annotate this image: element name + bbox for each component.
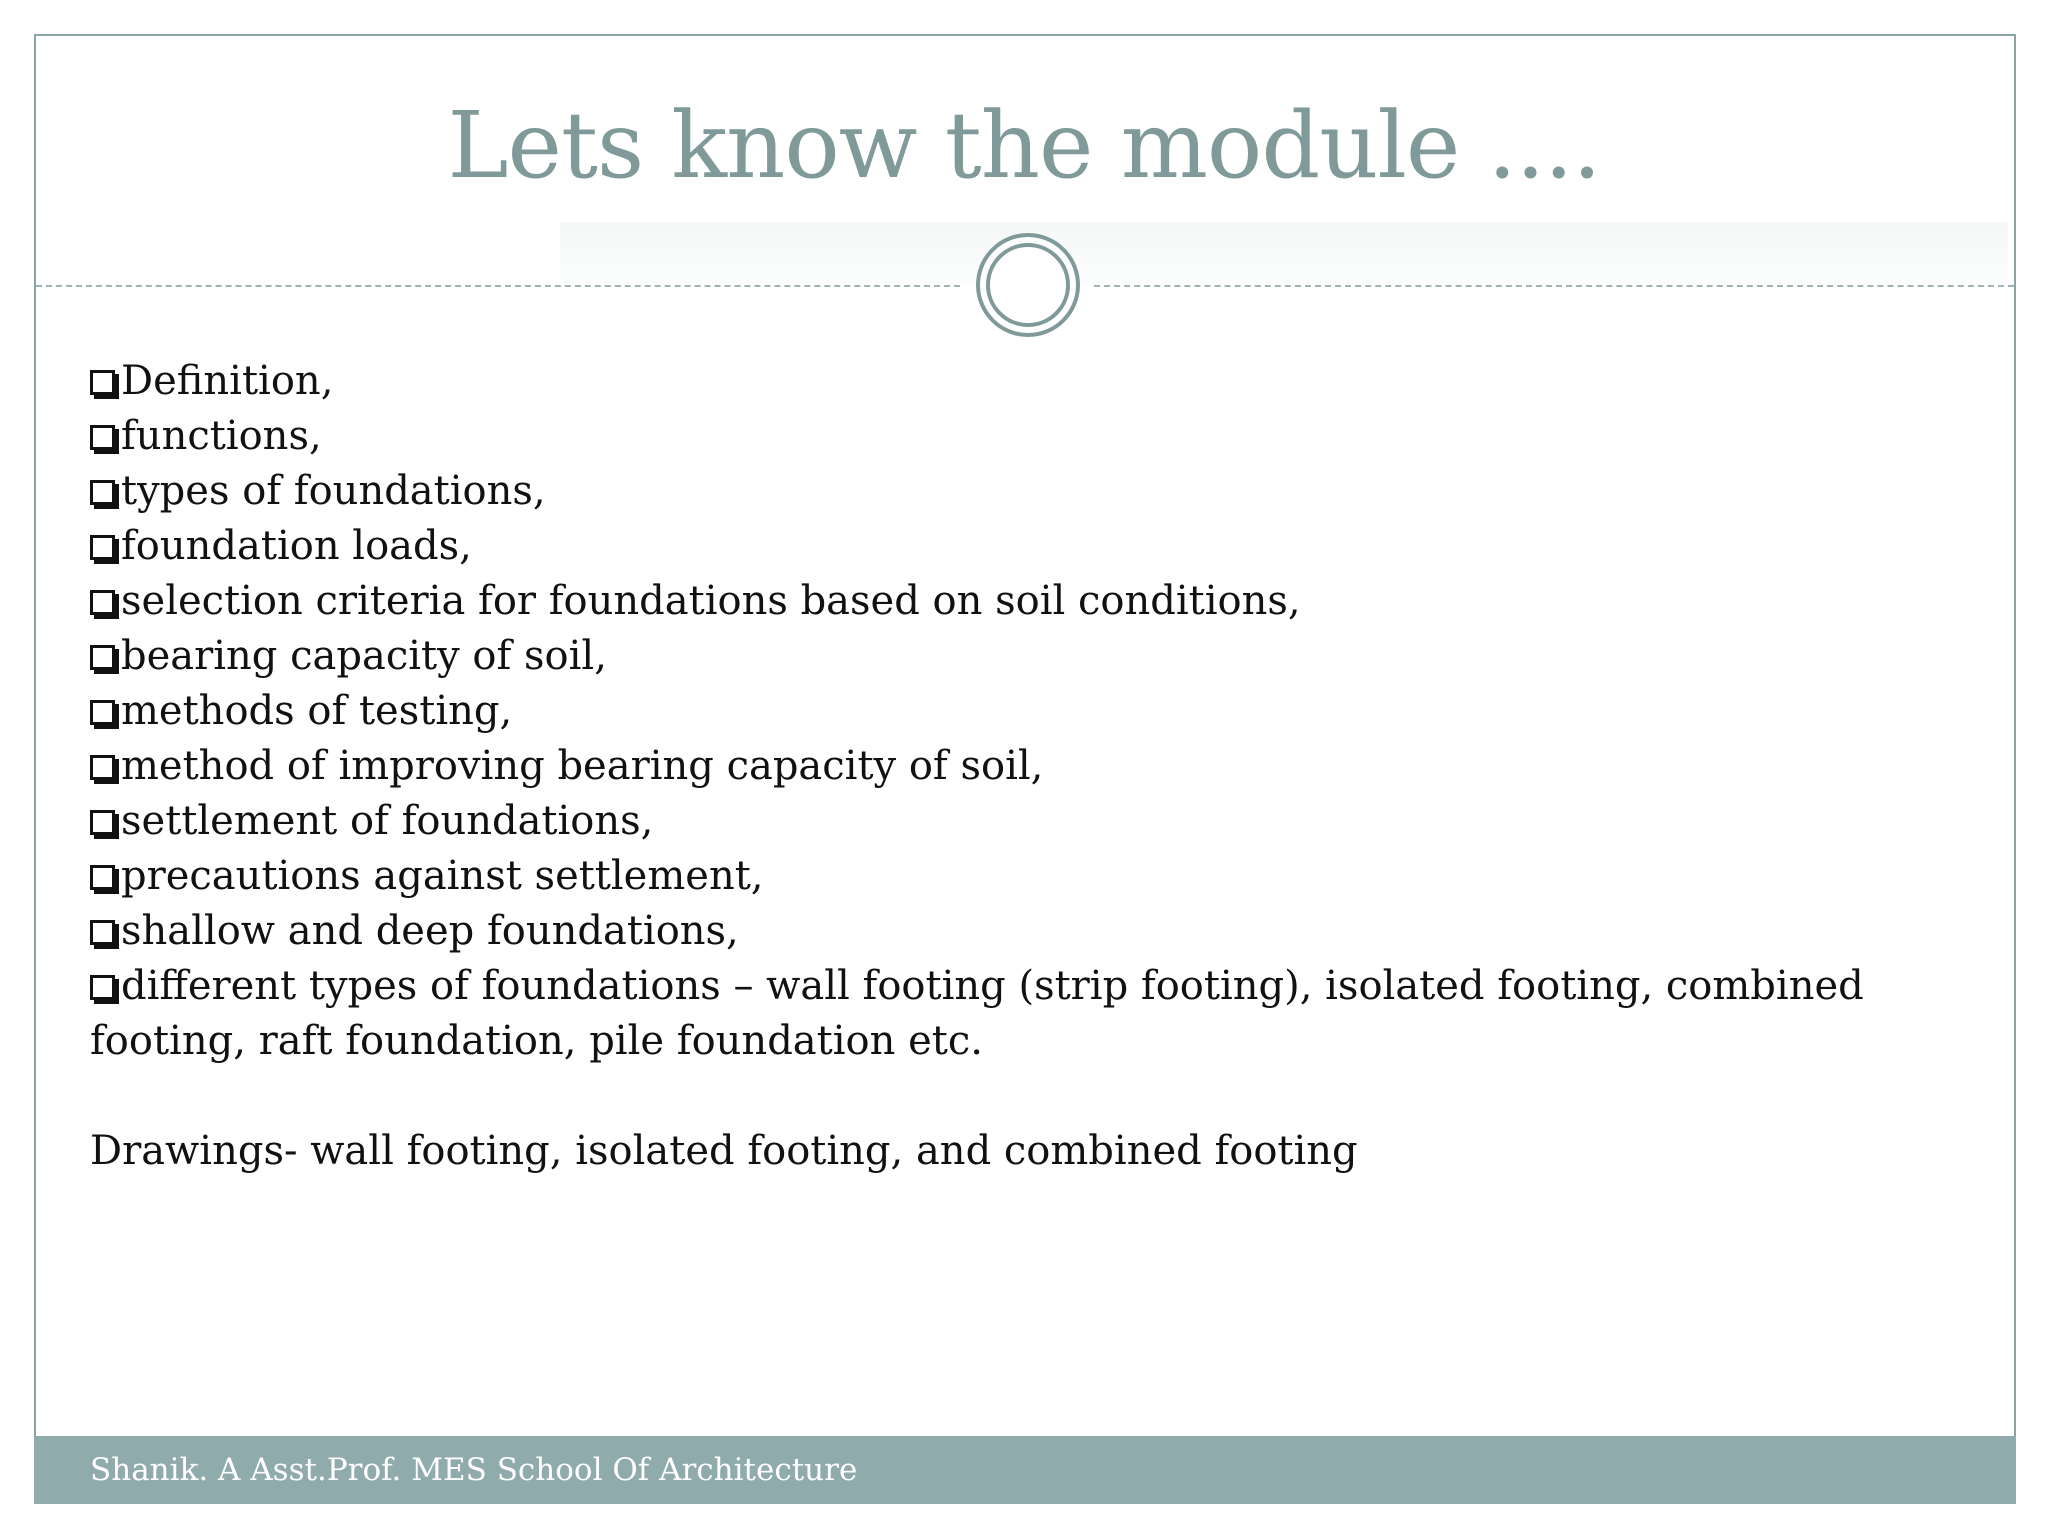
list-item-text: bearing capacity of soil,	[121, 633, 607, 679]
bullet-list	[90, 354, 1950, 1069]
checkbox-icon	[90, 370, 115, 395]
list-item-text: shallow and deep foundations,	[121, 908, 739, 954]
footer-bar	[34, 1436, 2016, 1504]
list-item-text: selection criteria for foundations based on soil conditions,	[121, 578, 1301, 624]
list-item	[90, 629, 1950, 684]
footer-text: Shanik. A Asst.Prof. MES School Of Architecture	[90, 1452, 858, 1488]
list-item	[90, 354, 1950, 409]
checkbox-icon	[90, 920, 115, 945]
list-item-text: method of improving bearing capacity of soil,	[121, 743, 1044, 789]
list-item-text: Definition,	[121, 358, 334, 404]
list-item	[90, 519, 1950, 574]
checkbox-icon	[90, 865, 115, 890]
drawings-note: Drawings- wall footing, isolated footing, and combined footing	[90, 1128, 1358, 1174]
checkbox-icon	[90, 535, 115, 560]
list-item	[90, 684, 1950, 739]
list-item	[90, 464, 1950, 519]
checkbox-icon	[90, 480, 115, 505]
slide-title: Lets know the module ....	[447, 92, 1601, 199]
list-item-text: different types of foundations – wall footing (strip footing), isolated footing, combined footing, raft foundation, pile foundation etc.	[90, 963, 1864, 1064]
list-item-text: methods of testing,	[121, 688, 513, 734]
list-item-text: precautions against settlement,	[121, 853, 764, 899]
divider-right	[1094, 285, 2014, 287]
list-item-text: settlement of foundations,	[121, 798, 654, 844]
list-item	[90, 849, 1950, 904]
list-item	[90, 794, 1950, 849]
checkbox-icon	[90, 700, 115, 725]
list-item	[90, 904, 1950, 959]
slide-content	[90, 354, 1950, 1179]
checkbox-icon	[90, 810, 115, 835]
list-item	[90, 959, 1950, 1069]
list-item-text: foundation loads,	[121, 523, 472, 569]
checkbox-icon	[90, 590, 115, 615]
checkbox-icon	[90, 755, 115, 780]
checkbox-icon	[90, 645, 115, 670]
list-item	[90, 739, 1950, 794]
title-band	[560, 222, 2008, 284]
list-item	[90, 409, 1950, 464]
list-item	[90, 574, 1950, 629]
list-item-text: types of foundations,	[121, 468, 546, 514]
list-item-text: functions,	[121, 413, 322, 459]
checkbox-icon	[90, 975, 115, 1000]
divider-left	[36, 285, 960, 287]
checkbox-icon	[90, 425, 115, 450]
double-circle-icon	[974, 231, 1082, 339]
